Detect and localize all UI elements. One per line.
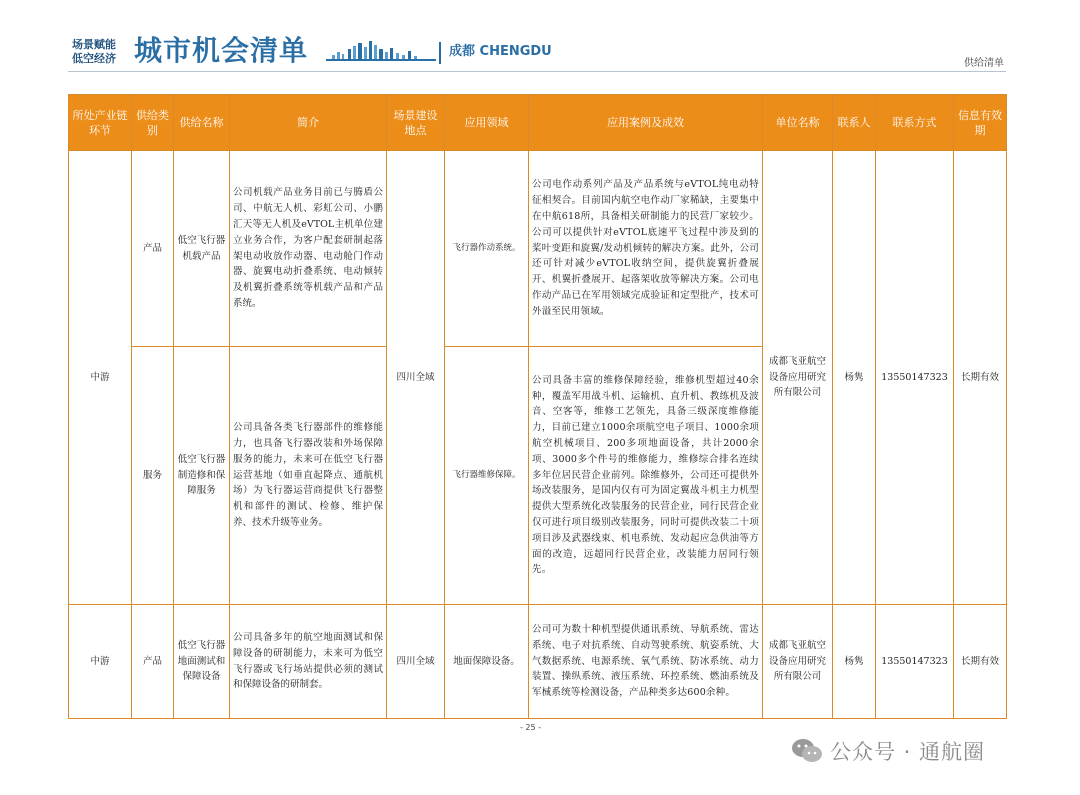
cell-intro: 公司具备各类飞行器部件的维修能力，也具备飞行器改装和外场保障服务的能力，未来可在低空飞行器运营基地（如垂直起降点、通航机场）为飞行器运营商提供飞行器整机和部件的测试、检修、维护保养、技术升级等业务。 [230, 347, 387, 605]
cell-unit: 成都飞亚航空设备应用研究所有限公司 [763, 605, 833, 719]
cell-validity: 长期有效 [954, 151, 1007, 605]
watermark-text: 公众号 · 通航圈 [830, 740, 986, 764]
cell-field: 飞行器作动系统。 [445, 151, 529, 347]
cell-location: 四川全域 [387, 151, 445, 605]
col-header-validity: 信息有效期 [954, 95, 1007, 151]
cell-category: 服务 [132, 347, 174, 605]
col-header-phone: 联系方式 [876, 95, 954, 151]
cell-stage: 中游 [69, 605, 132, 719]
table-row [69, 151, 1007, 347]
col-header-location: 场景建设地点 [387, 95, 445, 151]
col-header-cases: 应用案例及成效 [529, 95, 763, 151]
table-row [69, 605, 1007, 719]
cell-contact: 杨隽 [833, 151, 876, 605]
cell-location: 四川全域 [387, 605, 445, 719]
tagline-line2: 低空经济 [72, 52, 116, 65]
cell-unit: 成都飞亚航空设备应用研究所有限公司 [763, 151, 833, 605]
page-header [68, 34, 1008, 74]
cell-category: 产品 [132, 151, 174, 347]
cell-name: 低空飞行器机载产品 [174, 151, 230, 347]
cell-contact: 杨隽 [833, 605, 876, 719]
cell-intro: 公司具备多年的航空地面测试和保障设备的研制能力，未来可为低空飞行器或飞行场站提供必须的测试和保障设备的研制套。 [230, 605, 387, 719]
cell-phone: 13550147323 [876, 605, 954, 719]
col-header-unit: 单位名称 [763, 95, 833, 151]
col-header-contact: 联系人 [833, 95, 876, 151]
header-divider [439, 42, 441, 64]
cell-intro: 公司机载产品业务目前已与腾盾公司、中航无人机、彩虹公司、小鹏汇天等无人机及eVTOL主机单位建立业务合作，为客户配套研制起落架电动收放作动器、电动舱门作动器、旋翼电动折叠系统、电动倾转及机翼折叠系统等机载产品和产品系统。 [230, 151, 387, 347]
watermark [790, 734, 985, 768]
cell-stage: 中游 [69, 151, 132, 605]
cell-cases: 公司具备丰富的维修保障经验，维修机型超过40余种，覆盖军用战斗机、运输机、直升机、教练机及波音、空客等，维修工艺领先，具备三级深度维修能力，目前已建立1000余项航空电子项目、1000余项航空机械项目、200多项地面设备，共计2000余项、3000多个件号的维修能力，维修综合排名连续多年位居民营企业前列。除维修外，公司还可提供外场改装服务，是国内仅有可为固定翼战斗机主力机型提供大型系统化改装服务的民营企业，同行民营企业仅可进行项目级别改装服务，同时可提供改装二十项项目涉及武器线束、机电系统、发动起应急供油等方面的改造，远超同行民营企业，改装能力居同行领先。 [529, 347, 763, 605]
tagline [72, 38, 128, 66]
cell-category: 产品 [132, 605, 174, 719]
page-number: - 25 - [520, 723, 542, 732]
tagline-line1: 场景赋能 [72, 38, 116, 51]
cell-cases: 公司可为数十种机型提供通讯系统、导航系统、雷达系统、电子对抗系统、自动驾驶系统、航姿系统、大气数据系统、电源系统、氧气系统、防冰系统、动力装置、操纵系统、液压系统、环控系统、燃油系统及军械系统等检测设备，产品种类多达600余种。 [529, 605, 763, 719]
header-rule [68, 71, 1006, 72]
col-header-stage: 所处产业链环节 [69, 95, 132, 151]
col-header-category: 供给类别 [132, 95, 174, 151]
table-header-row [69, 95, 1007, 151]
document-title: 城市机会清单 [134, 34, 309, 67]
cell-field: 地面保障设备。 [445, 605, 529, 719]
cell-phone: 13550147323 [876, 151, 954, 605]
cell-cases: 公司电作动系列产品及产品系统与eVTOL纯电动特征相契合。目前国内航空电作动厂家稀缺，主要集中在中航618所，具备相关研制能力的民营厂家较少。公司可以提供针对eVTOL底速平飞过程中涉及到的桨叶变距和旋翼/发动机倾转的解决方案。此外，公司还可针对减少eVTOL收纳空间，提供旋翼折叠展开、机翼折叠展开、起落架收放等解决方案。公司电作动产品已在军用领域完成验证和定型批产，技术可外溢至民用领域。 [529, 151, 763, 347]
city-label: 成都 CHENGDU [449, 44, 552, 59]
section-label: 供给清单 [964, 58, 1004, 69]
cell-field: 飞行器维修保障。 [445, 347, 529, 605]
col-header-name: 供给名称 [174, 95, 230, 151]
col-header-field: 应用领域 [445, 95, 529, 151]
city-skyline-icon [326, 40, 436, 64]
cell-name: 低空飞行器制造修和保障服务 [174, 347, 230, 605]
cell-name: 低空飞行器地面测试和保障设备 [174, 605, 230, 719]
cell-validity: 长期有效 [954, 605, 1007, 719]
col-header-intro: 简介 [230, 95, 387, 151]
supply-table [68, 94, 1007, 719]
wechat-icon [790, 736, 824, 766]
